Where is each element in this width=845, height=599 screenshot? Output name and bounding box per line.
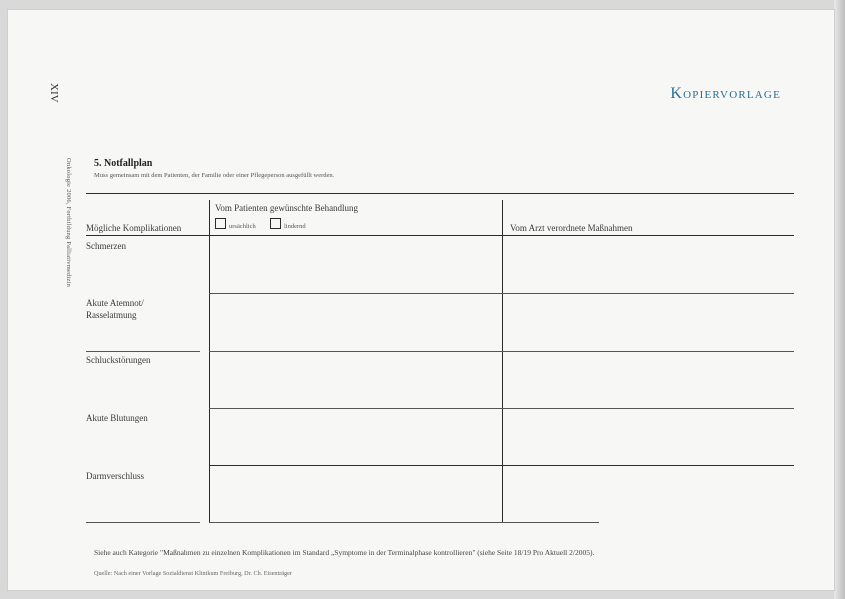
- column-divider-1: [209, 200, 210, 522]
- row-label-line2: Rasselatmung: [86, 310, 137, 320]
- header-col3: Vom Arzt verordnete Maßnahmen: [510, 223, 633, 233]
- checkbox-lindernd[interactable]: [270, 218, 281, 229]
- section-subtitle: Muss gemeinsam mit dem Patienten, der Familie oder einer Pflegeperson ausgefüllt werden.: [94, 172, 335, 179]
- bottom-rule: [86, 522, 200, 523]
- row-rule: [599, 408, 794, 409]
- row-label: Schmerzen: [86, 241, 126, 251]
- column-divider-2: [502, 200, 503, 522]
- row-label: Schluckstörungen: [86, 355, 151, 365]
- row-rule: [209, 408, 599, 409]
- row-rule: [599, 351, 794, 352]
- form-page: [8, 10, 834, 590]
- row-label: Akute Atemnot/: [86, 298, 144, 308]
- header-rule: [86, 235, 794, 236]
- row-rule: [209, 351, 599, 352]
- row-rule: [209, 293, 794, 294]
- section-title: 5. Notfallplan: [94, 158, 153, 169]
- footer-note: Siehe auch Kategorie "Maßnahmen zu einzelnen Komplikationen im Standard „Symptome in der Terminalphase kontrollieren" (siehe Seite 18/19 Pro Aktuell 2/2005).: [94, 548, 595, 557]
- top-rule: [86, 193, 794, 194]
- option-lindernd-label: lindernd: [284, 223, 306, 230]
- header-col1: Mögliche Komplikationen: [86, 223, 182, 233]
- kopiervorlage-banner: Kopiervorlage: [670, 85, 781, 102]
- row-rule: [209, 465, 794, 466]
- row-label: Darmverschluss: [86, 471, 144, 481]
- side-note: Onkologie 2006, Fortbildung Palliativmedizin: [65, 158, 72, 288]
- page-number: XIV: [48, 83, 60, 103]
- row-label: Akute Blutungen: [86, 413, 148, 423]
- scan-edge: [834, 0, 845, 599]
- checkbox-ursaechlich[interactable]: [215, 218, 226, 229]
- row-rule: [86, 351, 200, 352]
- source-note: Quelle: Nach einer Vorlage Sozialdienst Klinikum Freiburg, Dr. Ch. Eisenträger: [94, 570, 292, 577]
- header-col2: Vom Patienten gewünschte Behandlung: [215, 203, 359, 213]
- bottom-rule: [209, 522, 599, 523]
- option-ursaechlich-label: ursächlich: [229, 223, 256, 230]
